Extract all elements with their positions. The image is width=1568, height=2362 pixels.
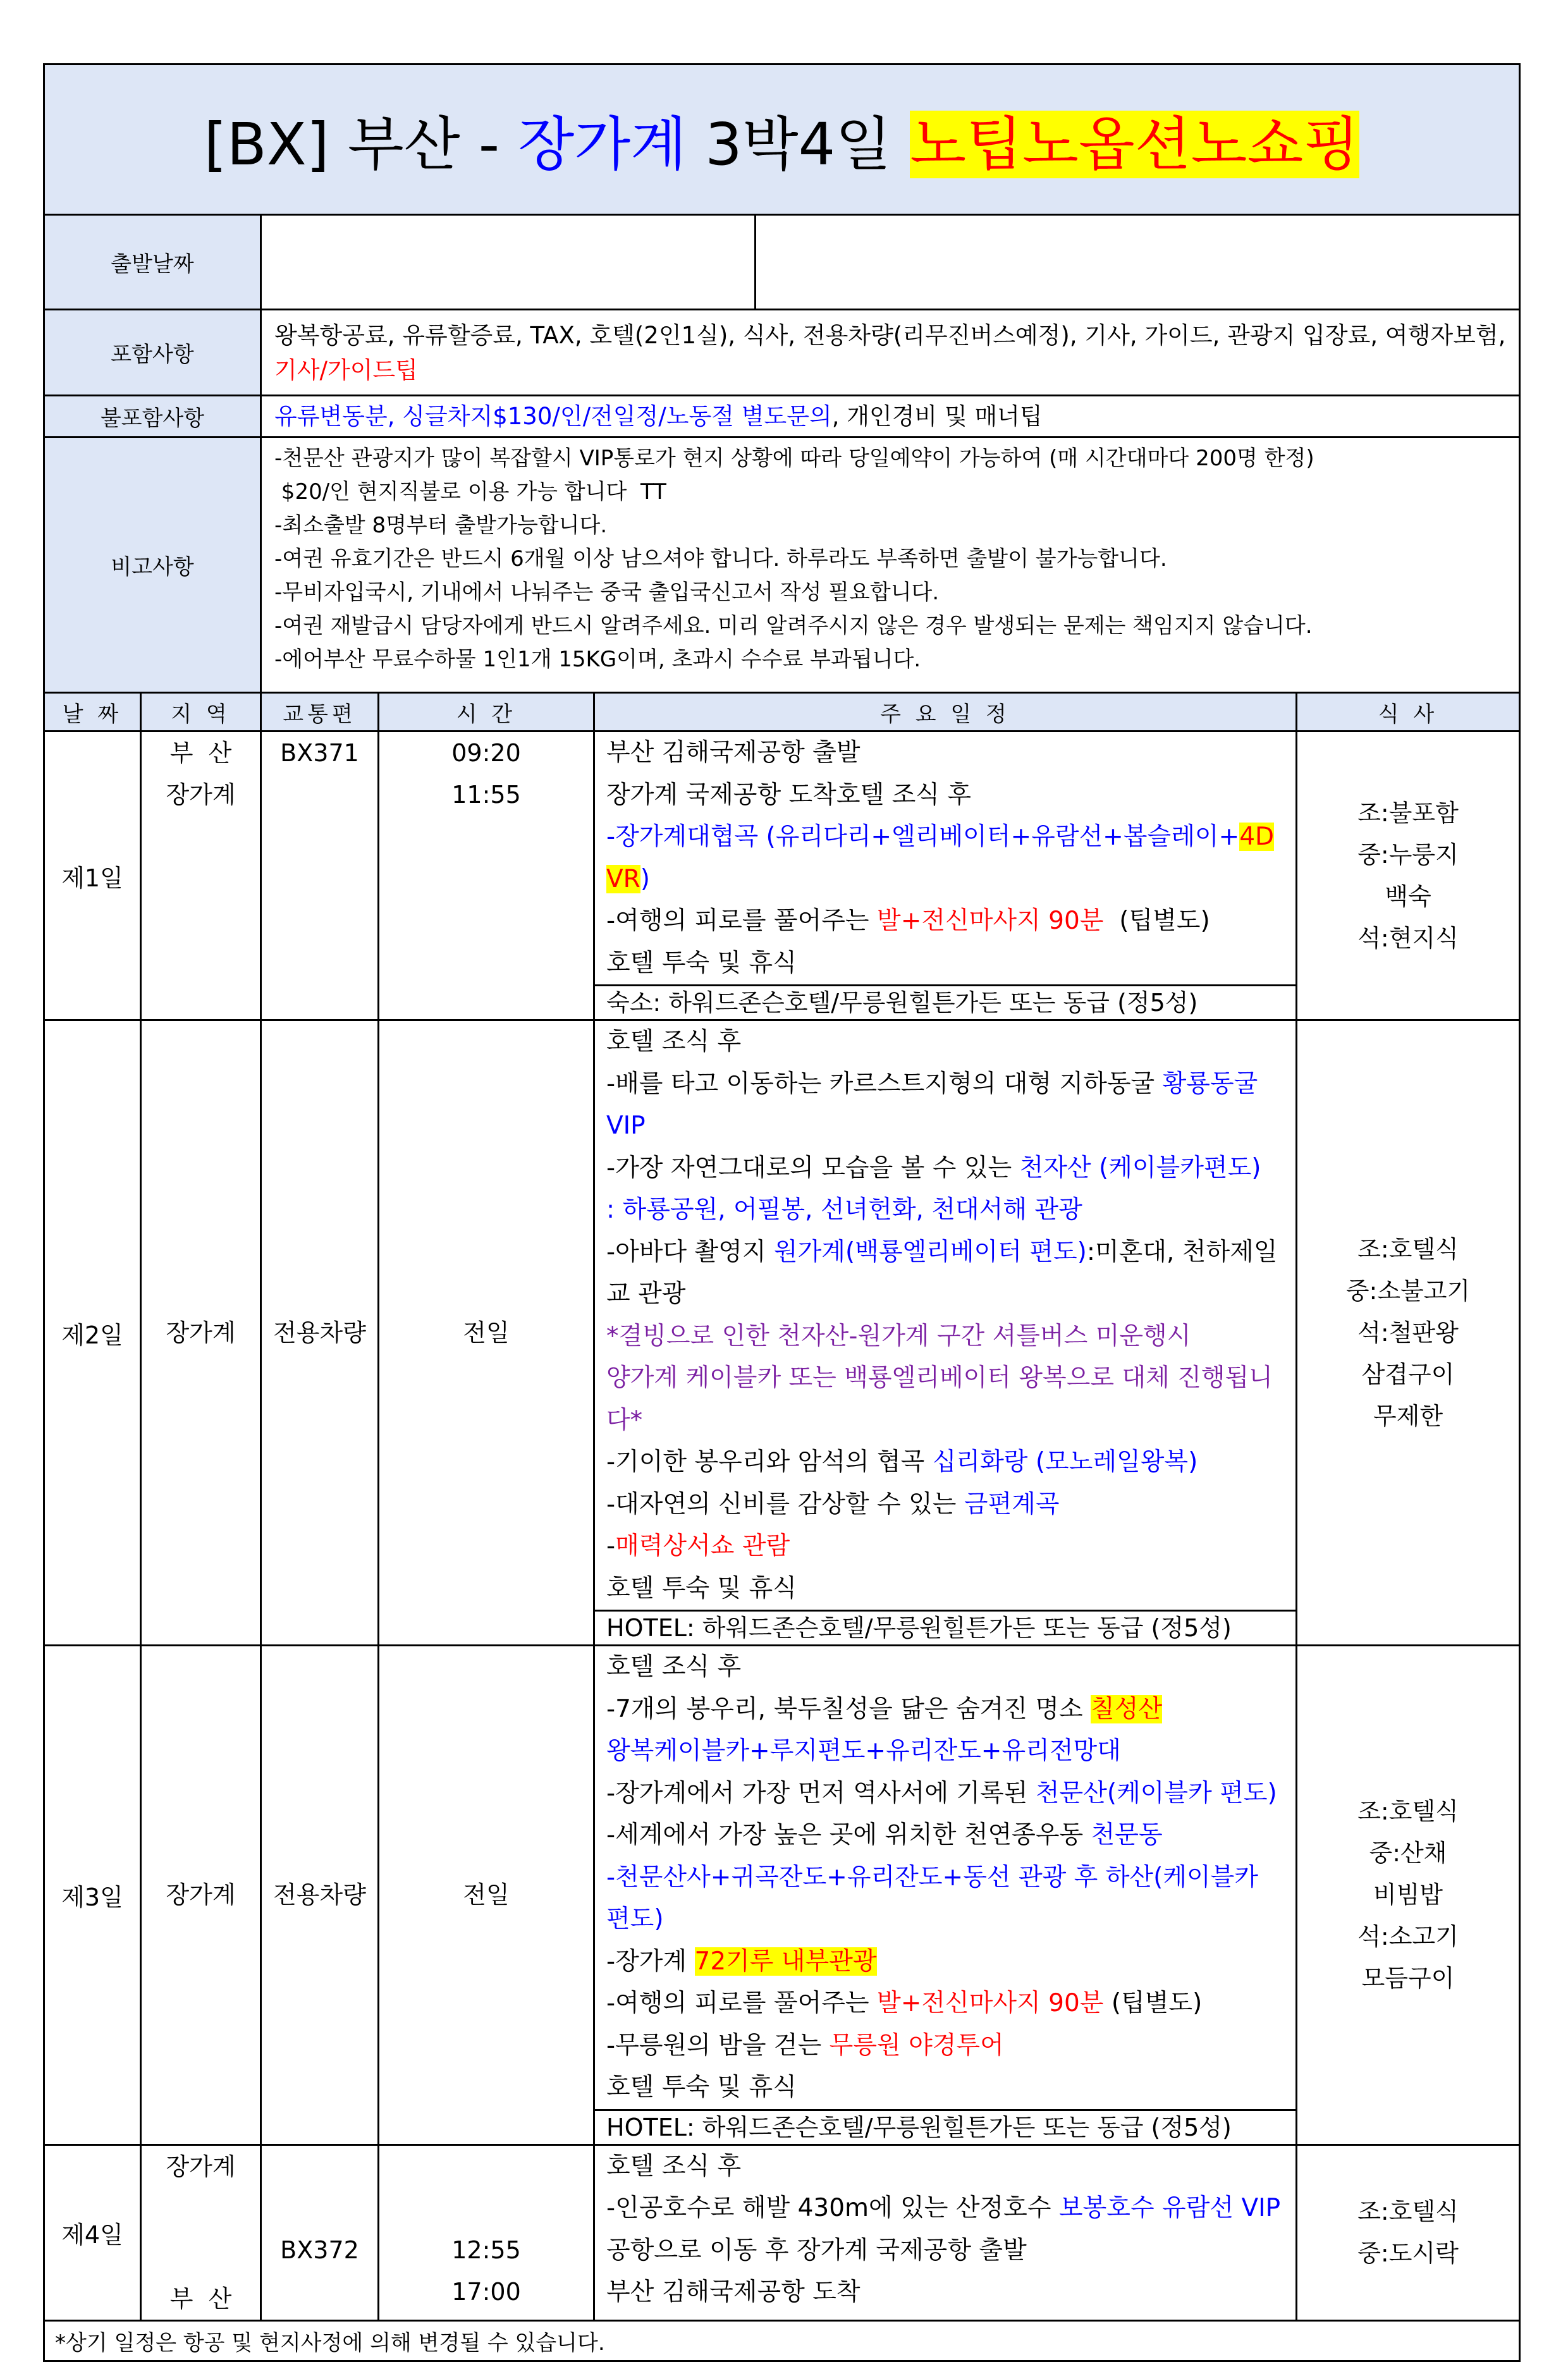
itinerary-table [43,63,1521,2362]
day4-region-2: 부 산 [169,2284,232,2313]
day3-region: 장가계 [141,1646,261,2145]
day4-row [44,2145,1520,2320]
day4-time-1: 12:55 [451,2236,521,2264]
note-line: $20/인 현지직불로 이용 가능 합니다 TT [274,479,666,505]
meal-line: 백숙 [1385,883,1431,910]
schedule-line: 호텔 조식 후 [606,2151,742,2181]
schedule-line: -가장 자연그대로의 모습을 볼 수 있는 천자산 (케이블카편도) [606,1153,1261,1182]
day2-region: 장가계 [141,1020,261,1646]
note-line: -여권 유효기간은 반드시 6개월 이상 남으셔야 합니다. 하루라도 부족하면 출발이 불가능합니다. [274,546,1167,572]
meal-line: 비빔밥 [1373,1881,1443,1909]
header-region: 지 역 [141,693,261,731]
departure-label: 출발날짜 [44,215,261,310]
schedule-line: -대자연의 신비를 감상할 수 있는 금편계곡 [606,1490,1060,1519]
note-line: -무비자입국시, 기내에서 나눠주는 중국 출입국신고서 작성 필요합니다. [274,580,940,605]
day4-region [141,2145,261,2320]
day1-meals [1297,731,1520,1020]
day2-meals [1297,1020,1520,1646]
note-line: -여권 재발급시 담당자에게 반드시 알려주세요. 미리 알려주시지 않은 경우 발생되는 문제는 책임지지 않습니다. [274,613,1313,639]
meal-line: 중:산채 [1369,1839,1447,1868]
schedule-line: -장가계 72기루 내부관광 [606,1947,877,1976]
day4-region-1: 장가계 [166,2152,236,2181]
day1-label: 제1일 [44,731,141,1020]
notes-value [261,438,1520,693]
schedule-line: 호텔 투숙 및 휴식 [606,948,797,977]
day4-meals [1297,2145,1520,2320]
schedule-line: 호텔 투숙 및 휴식 [606,1574,797,1603]
meal-line: 조:호텔식 [1357,2198,1459,2225]
day2-row [44,1020,1520,1646]
schedule-line: 부산 김해국제공항 출발 [606,738,861,767]
schedule-line: -장가계에서 가장 먼저 역사서에 기록된 천문산(케이블카 편도) [606,1778,1277,1808]
day1-transport: BX371 [261,731,379,1020]
title-text-1: [BX] 부산 - [204,110,518,178]
meal-line: 중:소불고기 [1345,1277,1471,1305]
title-duration: 3박4일 [686,110,910,178]
day1-row [44,731,1520,1020]
day1-schedule [594,731,1297,1020]
schedule-line: -매력상서쇼 관람 [606,1532,790,1560]
schedule-line: -배를 타고 이동하는 카르스트지형의 대형 지하동굴 황룡동굴 VIP [606,1069,1258,1140]
meal-line: 석:소고기 [1357,1923,1459,1951]
exclude-text: , 개인경비 및 매너팁 [831,403,1043,430]
header-meal: 식 사 [1297,693,1520,731]
footer-note: *상기 일정은 항공 및 현지사정에 의해 변경될 수 있습니다. [44,2320,1520,2361]
day1-region-2: 장가계 [166,781,236,809]
day1-time-2: 11:55 [451,781,521,809]
day4-transport: BX372 [261,2145,379,2320]
schedule-line: 양가계 케이블카 또는 백룡엘리베이터 왕복으로 대체 진행됩니다* [606,1364,1273,1435]
day2-transport: 전용차량 [261,1020,379,1646]
include-tip-text: 기사/가이드팁 [274,356,418,384]
note-line: -최소출발 8명부터 출발가능합니다. [274,513,608,538]
note-line: -천문산 관광지가 많이 복잡할시 VIP통로가 현지 상황에 따라 당일예약이 가능하여 (매 시간대마다 200명 한정) [274,446,1314,471]
schedule-line: -인공호수로 해발 430m에 있는 산정호수 보봉호수 유람선 VIP [606,2194,1281,2222]
day1-time-1: 09:20 [451,739,521,767]
exclude-blue-text: 유류변동분, 싱글차지$130/인/전일정/노동절 별도문의 [274,403,832,430]
schedule-line: -여행의 피로를 풀어주는 발+전신마사지 90분 (팁별도) [606,1989,1203,2017]
meal-line: 삼겹구이 [1361,1361,1455,1388]
schedule-line: -아바다 촬영지 원가계(백룡엘리베이터 편도):미혼대, 천하제일교 관광 [606,1237,1278,1308]
meal-line: 조:호텔식 [1357,1235,1459,1263]
day2-hotel: HOTEL: 하워드존슨호텔/무릉원힐튼가든 또는 동급 (정5성) [595,1610,1295,1644]
schedule-line: 장가계 국제공항 도착호텔 조식 후 [606,780,972,809]
day4-schedule [594,2145,1297,2320]
schedule-line: 호텔 투숙 및 휴식 [606,2073,797,2102]
exclude-value [261,396,1520,438]
day1-region-1: 부 산 [169,739,232,767]
departure-value-2 [756,215,1520,310]
day4-time-2: 17:00 [451,2277,521,2306]
include-label: 포함사항 [44,310,261,396]
meal-line: 중:누룽지 [1357,841,1459,869]
schedule-line: -장가계대협곡 (유리다리+엘리베이터+유람선+봅슬레이+4D VR) [606,823,1275,893]
exclude-label: 불포함사항 [44,396,261,438]
schedule-line: -기이한 봉우리와 암석의 협곡 십리화랑 (모노레일왕복) [606,1448,1198,1476]
day3-time: 전일 [379,1646,594,2145]
day3-hotel: HOTEL: 하워드존슨호텔/무릉원힐튼가든 또는 동급 (정5성) [595,2109,1295,2144]
notes-label: 비고사항 [44,438,261,693]
schedule-line: -세계에서 가장 높은 곳에 위치한 천연종우동 천문동 [606,1821,1163,1849]
day1-hotel: 숙소: 하워드존슨호텔/무릉원힐튼가든 또는 동급 (정5성) [595,984,1295,1019]
include-text: 왕복항공료, 유류할증료, TAX, 호텔(2인1실), 식사, 전용차량(리무진버스예정), 기사, 가이드, 관광지 입장료, 여행자보험, [274,321,1506,349]
title-highlight: 노팁노옵션노쇼핑 [910,110,1360,178]
meal-line: 조:불포함 [1357,799,1459,827]
day1-region [141,731,261,1020]
meal-line: 석:현지식 [1357,924,1459,952]
day4-label: 제4일 [44,2145,141,2320]
header-schedule: 주 요 일 정 [594,693,1297,731]
schedule-line: : 하룡공원, 어필봉, 선녀헌화, 천대서해 관광 [606,1196,1082,1224]
schedule-line: -여행의 피로를 풀어주는 발+전신마사지 90분 (팁별도) [606,907,1210,935]
day2-time: 전일 [379,1020,594,1646]
day2-label: 제2일 [44,1020,141,1646]
day3-meals [1297,1646,1520,2145]
meal-line: 조:호텔식 [1357,1797,1459,1826]
day2-schedule [594,1020,1297,1646]
schedule-line: 호텔 조식 후 [606,1653,742,1681]
day3-schedule [594,1646,1297,2145]
itinerary-sheet [43,63,1519,2362]
day3-label: 제3일 [44,1646,141,2145]
include-value [261,310,1520,396]
note-line: -에어부산 무료수하물 1인1개 15KG이며, 초과시 수수료 부과됩니다. [274,647,921,672]
schedule-line: 부산 김해국제공항 도착 [606,2278,861,2306]
departure-value-1 [261,215,756,310]
day3-row [44,1646,1520,2145]
header-time: 시 간 [379,693,594,731]
day4-time [379,2145,594,2320]
page-title [44,64,1520,215]
meal-line: 중:도시락 [1357,2239,1459,2267]
schedule-line: -천문산사+귀곡잔도+유리잔도+동선 관광 후 하산(케이블카 편도) [606,1863,1259,1933]
title-destination: 장가계 [518,110,687,178]
meal-line: 석:철판왕 [1357,1319,1459,1347]
schedule-line: *결빙으로 인한 천자산-원가계 구간 셔틀버스 미운행시 [606,1321,1191,1350]
meal-line: 모듬구이 [1361,1964,1455,1993]
schedule-line: 호텔 조식 후 [606,1027,742,1056]
schedule-line: 왕복케이블카+루지편도+유리잔도+유리전망대 [606,1737,1121,1765]
schedule-line: 공항으로 이동 후 장가계 국제공항 출발 [606,2236,1027,2265]
schedule-line: -무릉원의 밤을 걷는 무릉원 야경투어 [606,2031,1004,2060]
header-transport: 교통편 [261,693,379,731]
schedule-line: -7개의 봉우리, 북두칠성을 닮은 숨겨진 명소 칠성산 [606,1694,1163,1723]
meal-line: 무제한 [1373,1402,1443,1430]
header-day: 날 짜 [44,693,141,731]
day3-transport: 전용차량 [261,1646,379,2145]
day1-time [379,731,594,1020]
